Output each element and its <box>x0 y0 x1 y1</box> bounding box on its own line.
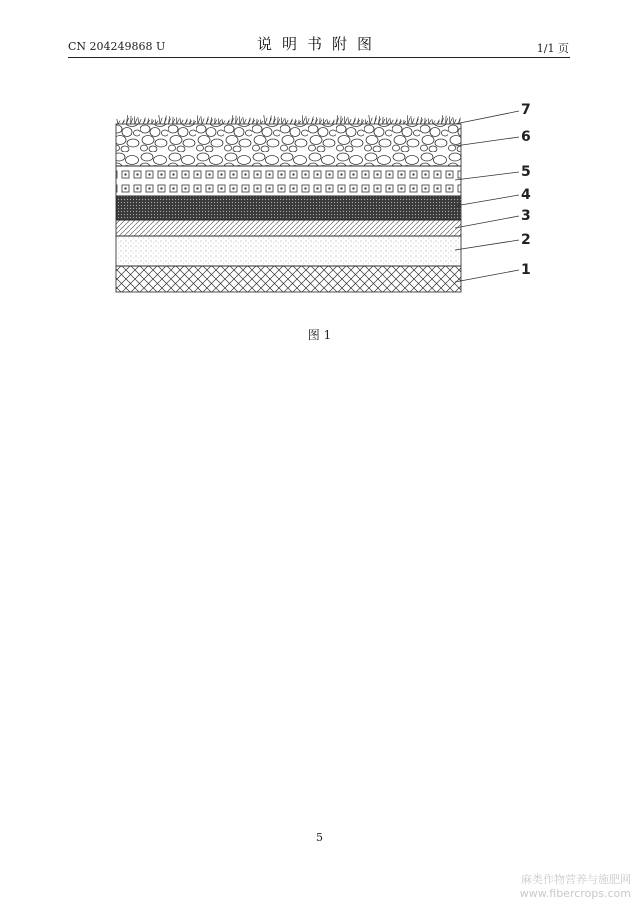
grass-blade <box>278 117 280 124</box>
grass-blade <box>159 115 162 124</box>
grass-blade <box>374 116 376 124</box>
layer-3 <box>116 220 461 236</box>
grass-blade <box>416 117 418 124</box>
grass-blade <box>215 118 217 124</box>
grass-blade <box>441 115 443 124</box>
layer-2 <box>116 236 461 266</box>
grass-blade <box>290 119 292 124</box>
grass-blade <box>302 115 305 124</box>
grass-blade <box>383 117 385 124</box>
grass-blade <box>227 120 229 124</box>
grass-blade <box>269 116 271 124</box>
layer-label-6: 6 <box>521 129 531 145</box>
grass-blade <box>239 116 242 124</box>
page-number: 5 <box>316 831 323 844</box>
grass-blade <box>194 120 196 124</box>
grass-blade <box>315 117 317 124</box>
grass-blade <box>281 117 284 124</box>
grass-blade <box>348 117 351 124</box>
grass-blade <box>176 117 179 124</box>
layer-1 <box>116 266 461 292</box>
grass-blade <box>437 120 439 124</box>
grass-blade <box>231 115 233 124</box>
layer-label-2: 2 <box>521 232 531 248</box>
grass-blade <box>357 118 359 124</box>
grass-blade <box>173 117 175 124</box>
grass-blade <box>285 118 288 124</box>
layer-6 <box>116 124 461 166</box>
grass-blade <box>222 119 225 124</box>
layer-label-7: 7 <box>521 102 531 118</box>
grass-blade <box>378 116 380 124</box>
grass-blade <box>404 120 406 124</box>
grass-blade <box>264 115 267 124</box>
grass-blade <box>260 119 263 124</box>
grass-blade <box>332 120 334 124</box>
leader-line-1 <box>455 270 519 282</box>
grass-blade <box>327 119 330 124</box>
grass-blade <box>164 116 166 124</box>
grass-blade <box>407 115 410 124</box>
grass-blade <box>201 116 204 124</box>
grass-blade <box>122 120 124 124</box>
page-title: 说明书附图 <box>256 35 382 53</box>
grass-blade <box>428 118 431 124</box>
grass-blade <box>449 116 452 124</box>
grass-blade <box>243 117 246 124</box>
grass-blade <box>248 118 250 124</box>
layer-7 <box>117 115 461 124</box>
grass-blade <box>210 117 212 124</box>
figure-caption: 图 1 <box>307 328 332 342</box>
layer-label-3: 3 <box>521 208 531 224</box>
grass-blade <box>252 118 254 124</box>
grass-blade <box>369 115 372 124</box>
grass-blade <box>399 119 401 124</box>
grass-blade <box>390 118 393 124</box>
layer-label-1: 1 <box>521 262 531 278</box>
grass-blade <box>446 116 448 124</box>
grass-blade <box>168 116 170 124</box>
grass-blade <box>432 119 435 124</box>
grass-blade <box>453 117 456 124</box>
grass-blade <box>147 118 149 124</box>
grass-blade <box>257 119 259 124</box>
grass-blade <box>126 115 128 124</box>
grass-blade <box>197 115 200 124</box>
document-number: CN 204249868 U <box>68 40 166 53</box>
page-count: 1/1 页 <box>536 42 569 55</box>
grass-blade <box>185 119 187 124</box>
grass-blade <box>143 118 145 124</box>
grass-blade <box>336 115 338 124</box>
grass-blade <box>311 117 313 124</box>
grass-blade <box>362 119 364 124</box>
leader-line-5 <box>455 172 519 180</box>
grass-blade <box>134 116 137 124</box>
grass-blade <box>218 118 221 124</box>
layer-4 <box>116 196 461 220</box>
watermark-line-2: www.fibercrops.com <box>519 887 631 900</box>
grass-blade <box>189 119 191 124</box>
grass-blade <box>117 119 120 124</box>
watermark-line-1: 麻类作物营养与施肥网 <box>521 873 631 886</box>
leader-line-4 <box>455 195 519 206</box>
grass-blade <box>420 117 422 124</box>
grass-blade <box>236 116 238 124</box>
grass-blade <box>425 118 427 124</box>
grass-blade <box>320 118 322 124</box>
grass-blade <box>344 116 347 124</box>
leader-line-7 <box>455 111 519 124</box>
grass-blade <box>294 119 296 124</box>
layer-label-5: 5 <box>521 164 531 180</box>
grass-blade <box>365 119 368 124</box>
leader-line-6 <box>455 137 519 146</box>
leader-line-2 <box>455 240 519 250</box>
grass-blade <box>273 116 275 124</box>
grass-blade <box>152 119 154 124</box>
grass-blade <box>306 116 309 124</box>
grass-blade <box>131 116 133 124</box>
grass-blade <box>411 116 414 124</box>
grass-blade <box>323 118 326 124</box>
grass-blade <box>138 117 141 124</box>
leader-line-3 <box>455 216 519 228</box>
layer-label-4: 4 <box>521 187 531 203</box>
grass-blade <box>180 118 183 124</box>
layer-5 <box>116 166 461 196</box>
grass-blade <box>395 119 397 124</box>
grass-blade <box>386 117 389 124</box>
watermark <box>520 873 631 901</box>
grass-blade <box>155 119 158 124</box>
grass-blade <box>341 116 343 124</box>
grass-blade <box>353 118 355 124</box>
grass-blade <box>206 117 208 124</box>
grass-blade <box>299 120 301 124</box>
